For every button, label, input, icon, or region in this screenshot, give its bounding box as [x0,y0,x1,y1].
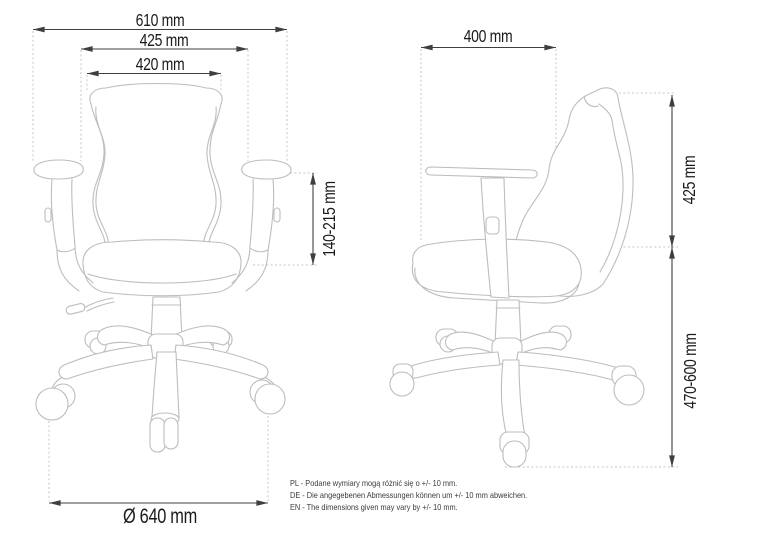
chair-front-view-drawing [34,84,291,453]
note-pl: PL - Podane wymiary mogą różnić się o +/- 10 mm. [290,478,458,489]
side-backrest-height-label: 425 mm [679,155,700,205]
note-en: EN - The dimensions given may vary by +/- 10 mm. [290,502,458,513]
front-overall-width-label: 610 mm [135,10,185,31]
front-seat-width-label: 425 mm [139,30,189,51]
tolerance-notes [290,479,527,512]
side-seat-depth-label: 400 mm [463,26,513,47]
side-seat-height-label: 470-600 mm [680,333,701,409]
front-armrest-height-label: 140-215 mm [319,181,340,257]
front-backrest-width-label: 420 mm [135,54,185,75]
front-base-diameter-label: Ø 640 mm [123,504,197,528]
chair-side-view-drawing [390,88,644,467]
note-de: DE - Die angegebenen Abmessungen können um +/- 10 mm abweichen. [290,490,528,501]
